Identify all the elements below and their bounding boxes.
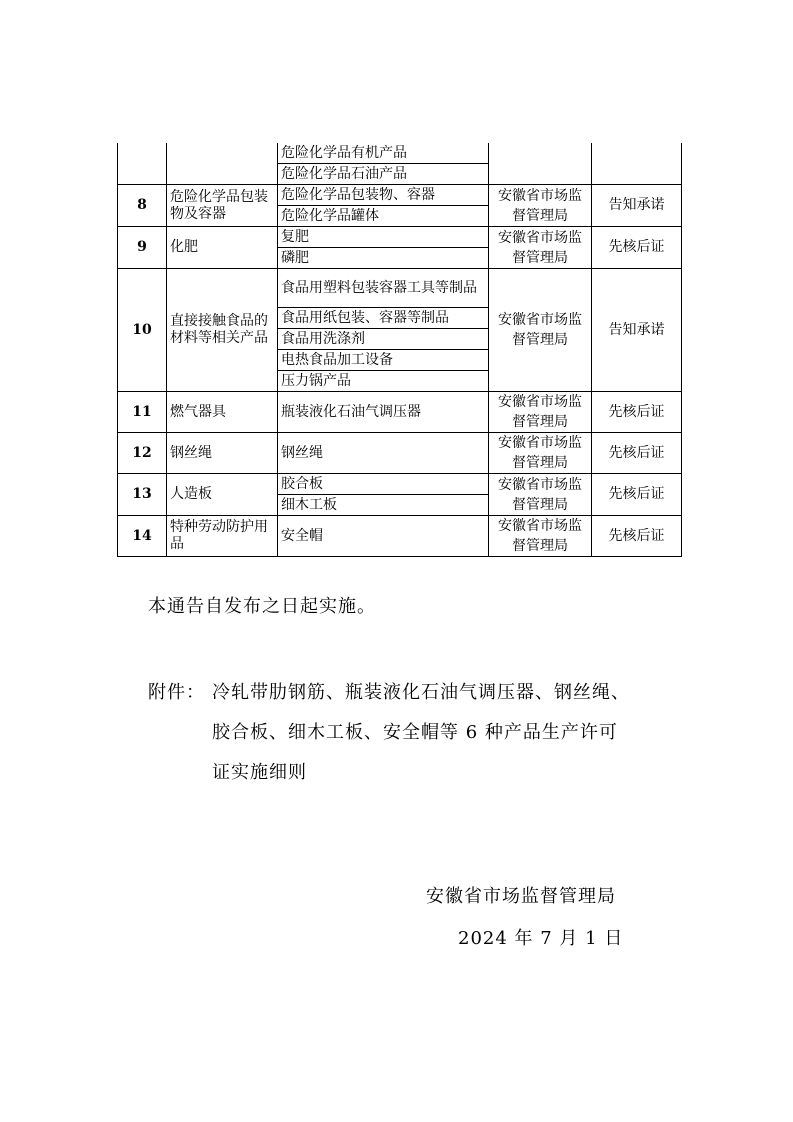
cell-category bbox=[167, 143, 278, 185]
cell-no: 10 bbox=[118, 269, 167, 392]
table-row bbox=[118, 185, 682, 206]
cell-category: 人造板 bbox=[167, 474, 278, 516]
cell-product: 压力锅产品 bbox=[278, 371, 489, 392]
table-row bbox=[118, 433, 682, 474]
cell-no: 9 bbox=[118, 227, 167, 269]
cell-mode: 先核后证 bbox=[592, 433, 682, 474]
cell-product: 磷肥 bbox=[278, 248, 489, 269]
cell-no: 13 bbox=[118, 474, 167, 516]
dept-text: 安徽省市场监督管理局 bbox=[498, 187, 582, 224]
cell-dept bbox=[489, 392, 592, 433]
cell-product: 危险化学品罐体 bbox=[278, 206, 489, 227]
dept-text: 安徽省市场监督管理局 bbox=[498, 312, 582, 348]
cell-product: 食品用洗涤剂 bbox=[278, 329, 489, 350]
cell-dept bbox=[489, 227, 592, 269]
table-row bbox=[118, 392, 682, 433]
cell-product: 危险化学品有机产品 bbox=[278, 143, 489, 164]
table-row bbox=[118, 143, 682, 164]
cell-no bbox=[118, 143, 167, 185]
cell-product: 危险化学品包装物、容器 bbox=[278, 185, 489, 206]
cell-product: 复肥 bbox=[278, 227, 489, 248]
cell-product: 瓶装液化石油气调压器 bbox=[278, 392, 489, 433]
table-row bbox=[118, 474, 682, 495]
cell-mode bbox=[592, 143, 682, 185]
cell-mode: 告知承诺 bbox=[592, 269, 682, 392]
cell-product: 危险化学品石油产品 bbox=[278, 164, 489, 185]
cell-category: 化肥 bbox=[167, 227, 278, 269]
dept-text: 安徽省市场监督管理局 bbox=[498, 518, 582, 554]
cell-no: 14 bbox=[118, 516, 167, 557]
table-row bbox=[118, 269, 682, 308]
attachment-line: 胶合板、细木工板、安全帽等 6 种产品生产许可 bbox=[212, 722, 618, 743]
dept-text: 安徽省市场监督管理局 bbox=[498, 435, 582, 471]
dept-text: 安徽省市场监督管理局 bbox=[498, 229, 582, 266]
signature-date: 2024 年 7 月 1 日 bbox=[458, 928, 624, 949]
cell-category: 特种劳动防护用品 bbox=[167, 516, 278, 557]
cell-category: 危险化学品包装物及容器 bbox=[167, 185, 278, 227]
cell-no: 12 bbox=[118, 433, 167, 474]
cell-mode: 告知承诺 bbox=[592, 185, 682, 227]
cell-dept bbox=[489, 433, 592, 474]
cell-product: 电热食品加工设备 bbox=[278, 350, 489, 371]
table-row bbox=[118, 516, 682, 557]
attachment-line: 冷轧带肋钢筋、瓶装液化石油气调压器、钢丝绳、 bbox=[212, 682, 630, 703]
table-row bbox=[118, 227, 682, 248]
cell-no: 11 bbox=[118, 392, 167, 433]
cell-dept bbox=[489, 474, 592, 516]
cell-mode: 先核后证 bbox=[592, 227, 682, 269]
cell-product: 食品用纸包装、容器等制品 bbox=[278, 308, 489, 329]
cell-product: 钢丝绳 bbox=[278, 433, 489, 474]
cell-dept bbox=[489, 516, 592, 557]
cell-product: 安全帽 bbox=[278, 516, 489, 557]
cell-dept bbox=[489, 185, 592, 227]
dept-text: 安徽省市场监督管理局 bbox=[498, 394, 582, 430]
attachment-line: 证实施细则 bbox=[212, 762, 307, 783]
cell-dept bbox=[489, 269, 592, 392]
cell-product: 细木工板 bbox=[278, 495, 489, 516]
cell-category: 钢丝绳 bbox=[167, 433, 278, 474]
signature-org: 安徽省市场监督管理局 bbox=[426, 886, 616, 907]
cell-category: 燃气器具 bbox=[167, 392, 278, 433]
license-table bbox=[117, 143, 682, 557]
cell-product: 胶合板 bbox=[278, 474, 489, 495]
cell-product: 食品用塑料包装容器工具等制品 bbox=[278, 269, 489, 308]
cell-dept bbox=[489, 143, 592, 185]
cell-mode: 先核后证 bbox=[592, 474, 682, 516]
dept-text: 安徽省市场监督管理局 bbox=[498, 476, 582, 513]
cell-no: 8 bbox=[118, 185, 167, 227]
attachment-label: 附件： bbox=[148, 682, 205, 703]
cell-mode: 先核后证 bbox=[592, 516, 682, 557]
effective-notice: 本通告自发布之日起实施。 bbox=[148, 596, 376, 617]
cell-category: 直接接触食品的材料等相关产品 bbox=[167, 269, 278, 392]
cell-mode: 先核后证 bbox=[592, 392, 682, 433]
